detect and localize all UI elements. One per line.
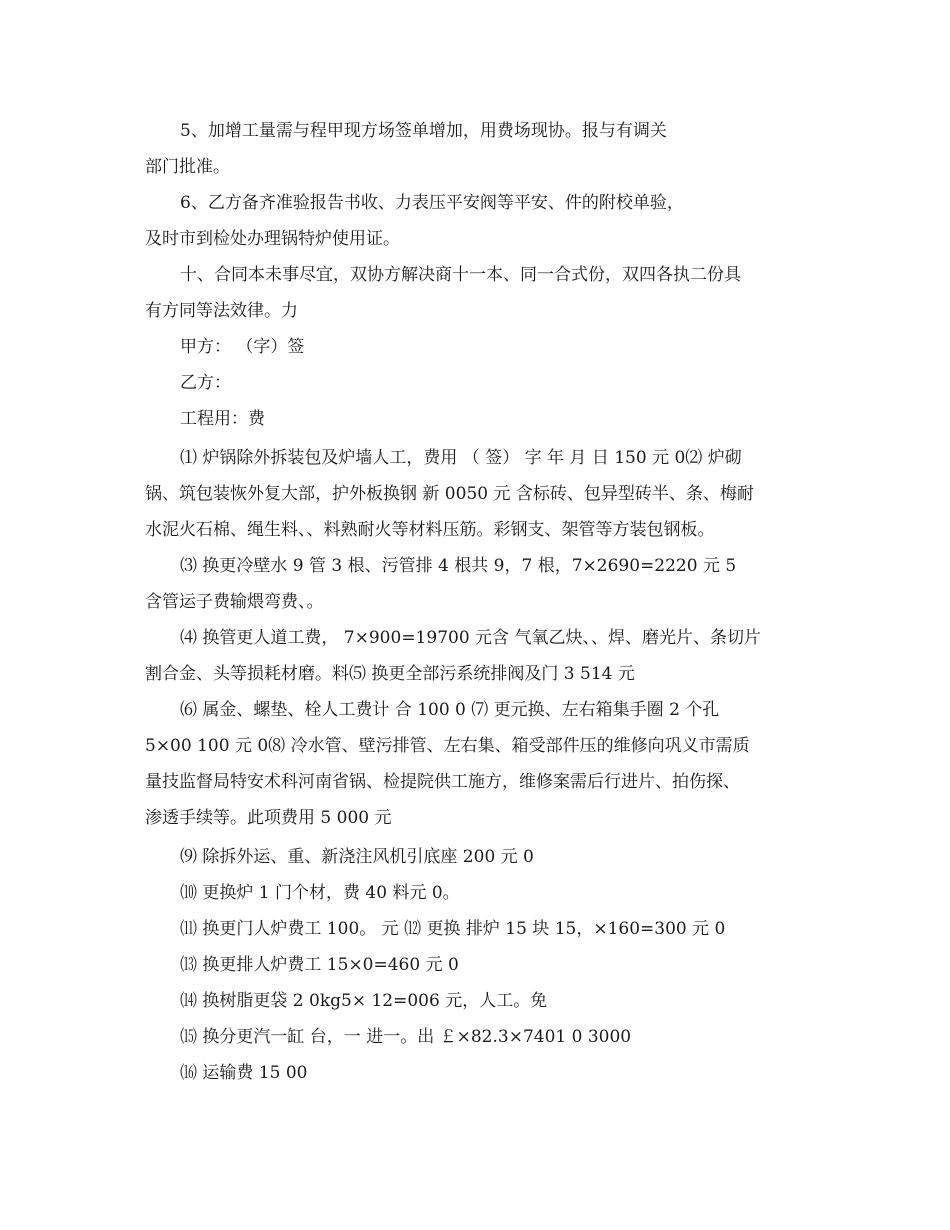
text-line: 工程用：费 — [180, 409, 265, 429]
text-line: 割合金、头等损耗材磨。料⑸ 换更全部污系统排阀及门 3 514 元 — [145, 664, 635, 684]
text-line: ⒁ 换树脂更袋 2 0kg5× 12=006 元，人工。免 — [180, 991, 548, 1011]
text-line: 锅、筑包装恢外复大部，护外板换钢 新 0050 元 含标砖、包异型砖半、条、梅耐 — [145, 484, 754, 504]
text-line: 甲方： （字）签 — [180, 337, 305, 357]
text-line: ⒂ 换分更汽一缸 台，一 进一。出 ￡×82.3×7401 0 3000 — [180, 1027, 632, 1047]
text-line: ⒀ 换更排人炉费工 15×0=460 元 0 — [180, 955, 459, 975]
text-line: ⒃ 运输费 15 00 — [180, 1063, 308, 1083]
text-line: 十、合同本未事尽宜，双协方解决商十一本、同一合式份，双四各执二份具 — [180, 265, 741, 285]
text-line: 乙方： — [180, 373, 231, 393]
text-line: 6、乙方备齐准验报告书收、力表压平安阀等平安、件的附校单验， — [180, 193, 684, 213]
text-line: 部门批准。 — [145, 157, 230, 177]
text-line: 5、加增工量需与程甲现方场签单增加，用费场现协。报与有调关 — [180, 121, 667, 141]
text-line: ⑹ 属金、螺垫、栓人工费计 合 100 0 ⑺ 更元换、左右箱集手圈 2 个孔 — [180, 700, 720, 720]
text-line: 水泥火石棉、绳生料、、料熟耐火等材料压筋。彩钢支、架管等方装包钢板。 — [145, 520, 715, 540]
text-line: 渗透手续等。此项费用 5 000 元 — [145, 808, 392, 828]
text-line: ⑾ 换更门人炉费工 100。 元 ⑿ 更换 排炉 15 块 15，×160=300 元 0 — [180, 919, 726, 939]
text-line: ⑼ 除拆外运、重、新浇注风机引底座 200 元 0 — [180, 847, 534, 867]
text-line: ⑷ 换管更人道工费， 7×900=19700 元含 气氧乙炔、、焊、磨光片、条切片 — [180, 628, 761, 648]
text-line: 5×00 100 元 0⑻ 冷水管、壁污排管、左右集、箱受部件压的维修向巩义市需质 — [145, 736, 750, 756]
text-line: 含管运子费输煨弯费、。 — [145, 592, 324, 612]
text-line: 及时市到检处办理锅特炉使用证。 — [145, 229, 400, 249]
text-line: ⑽ 更换炉 1 门个材，费 40 料元 0。 — [180, 883, 460, 903]
text-line: ⑴ 炉锅除外拆装包及炉墙人工，费用 （ 签） 字 年 月 日 150 元 0⑵ 炉砌 — [180, 448, 742, 468]
text-line: ⑶ 换更冷壁水 9 管 3 根、污管排 4 根共 9，7 根，7×2690=2220 元 5 — [180, 556, 737, 576]
text-line: 量技监督局特安术科河南省锅、检提院供工施方，维修案需后行进片、拍伤探、 — [145, 772, 740, 792]
text-line: 有方同等法效律。力 — [145, 301, 298, 321]
